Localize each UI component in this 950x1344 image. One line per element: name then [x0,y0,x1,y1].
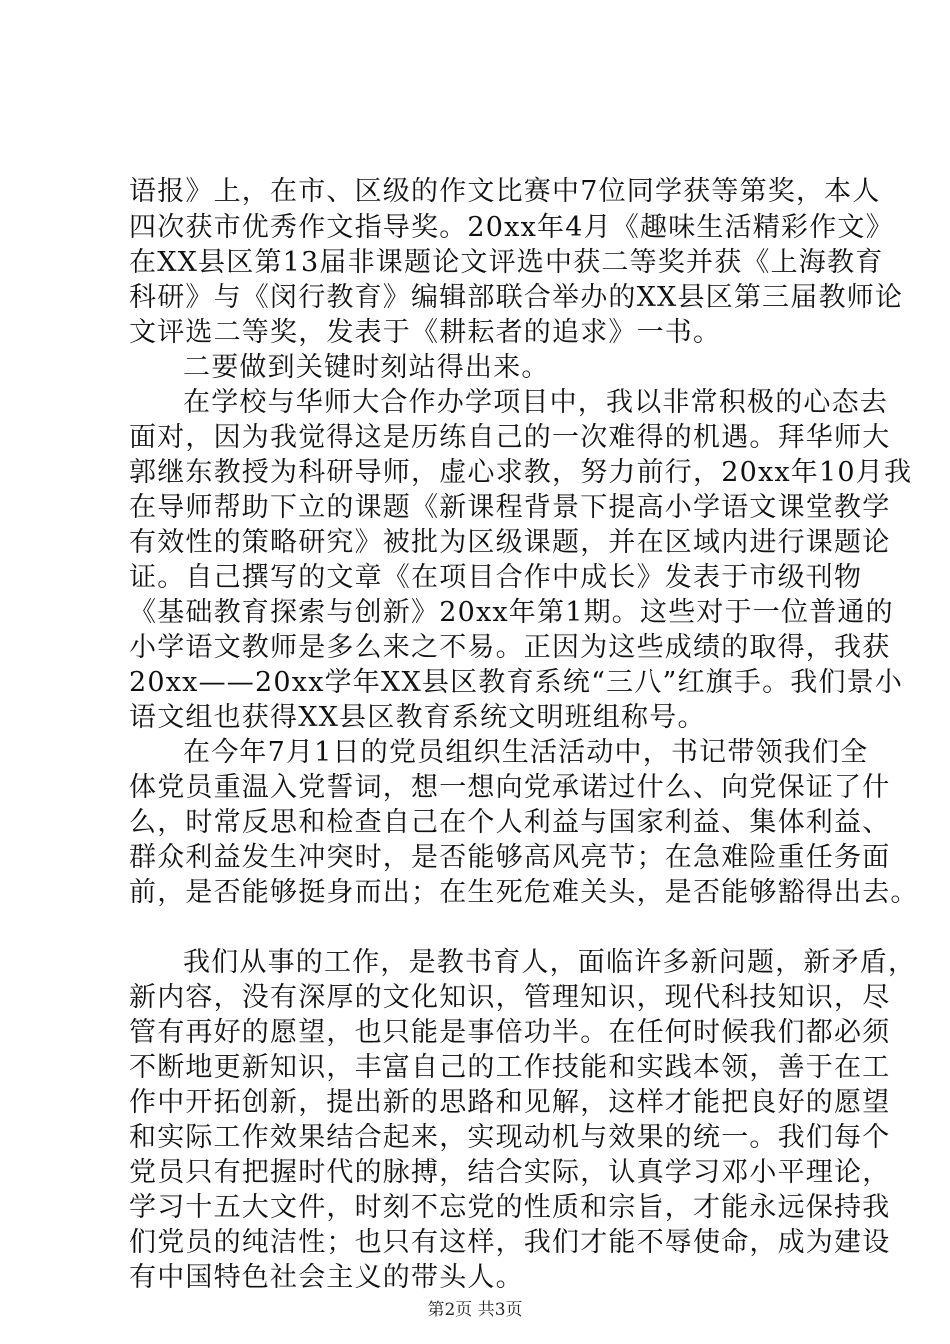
text-line: 作中开拓创新，提出新的思路和见解，这样才能把良好的愿望 [129,1087,891,1118]
text-line: 《基础教育探索与创新》20xx年第1期。这些对于一位普通的 [129,597,894,628]
page-number-footer: 第2页 共3页 [427,1300,523,1320]
text-line: 管有再好的愿望，也只能是事倍功半。在任何时候我们都必须 [129,1017,891,1048]
text-line: 有中国特色社会主义的带头人。 [129,1262,524,1293]
text-line: 学习十五大文件，时刻不忘党的性质和宗旨，才能永远保持我 [129,1192,891,1223]
text-line: 文评选二等奖，发表于《耕耘者的追求》一书。 [129,317,722,348]
text-line: 郭继东教授为科研导师，虚心求教，努力前行，20xx年10月我 [129,457,913,488]
text-line: 不断地更新知识，丰富自己的工作技能和实践本领，善于在工 [129,1052,891,1083]
text-line: 党员只有把握时代的脉搏，结合实际，认真学习邓小平理论， [129,1157,891,1188]
text-line: 在今年7月1日的党员组织生活活动中，书记带领我们全 [183,737,869,768]
text-line: 们党员的纯洁性；也只有这样，我们才能不辱使命，成为建设 [129,1227,891,1258]
text-line: 在XX县区第13届非课题论文评选中获二等奖并获《上海教育 [129,247,884,278]
text-line: 和实际工作效果结合起来，实现动机与效果的统一。我们每个 [129,1122,891,1153]
text-line: 语报》上，在市、区级的作文比赛中7位同学获等第奖，本人 [129,176,881,207]
text-line: 我们从事的工作，是教书育人，面临许多新问题，新矛盾， [183,947,917,978]
text-line: 科研》与《闵行教育》编辑部联合举办的XX县区第三届教师论 [129,282,904,313]
text-line: 在学校与华师大合作办学项目中，我以非常积极的心态去 [183,387,888,418]
text-line: 小学语文教师是多么来之不易。正因为这些成绩的取得，我获 [129,632,891,663]
text-line: 体党员重温入党誓词，想一想向党承诺过什么、向党保证了什 [129,772,891,803]
text-line: 面对，因为我觉得这是历练自己的一次难得的机遇。拜华师大 [129,422,891,453]
text-line: 群众利益发生冲突时，是否能够高风亮节；在急难险重任务面 [129,842,891,873]
text-line: 四次获市优秀作文指导奖。20xx年4月《趣味生活精彩作文》 [129,212,894,243]
paragraph-heading: 二要做到关键时刻站得出来。 [183,352,550,383]
text-line: 语文组也获得XX县区教育系统文明班组称号。 [129,702,706,733]
text-line: 新内容，没有深厚的文化知识，管理知识，现代科技知识，尽 [129,982,891,1013]
text-line: 在导师帮助下立的课题《新课程背景下提高小学语文课堂教学 [129,492,891,523]
text-line: 证。自己撰写的文章《在项目合作中成长》发表于市级刊物 [129,562,863,593]
text-line: 有效性的策略研究》被批为区级课题，并在区域内进行课题论 [129,527,891,558]
text-line: 前，是否能够挺身而出；在生死危难关头，是否能够豁得出去。 [129,877,919,908]
text-line: 么，时常反思和检查自己在个人利益与国家利益、集体利益、 [129,807,891,838]
text-line: 20xx——20xx学年XX县区教育系统“三八”红旗手。我们景小 [129,667,904,698]
